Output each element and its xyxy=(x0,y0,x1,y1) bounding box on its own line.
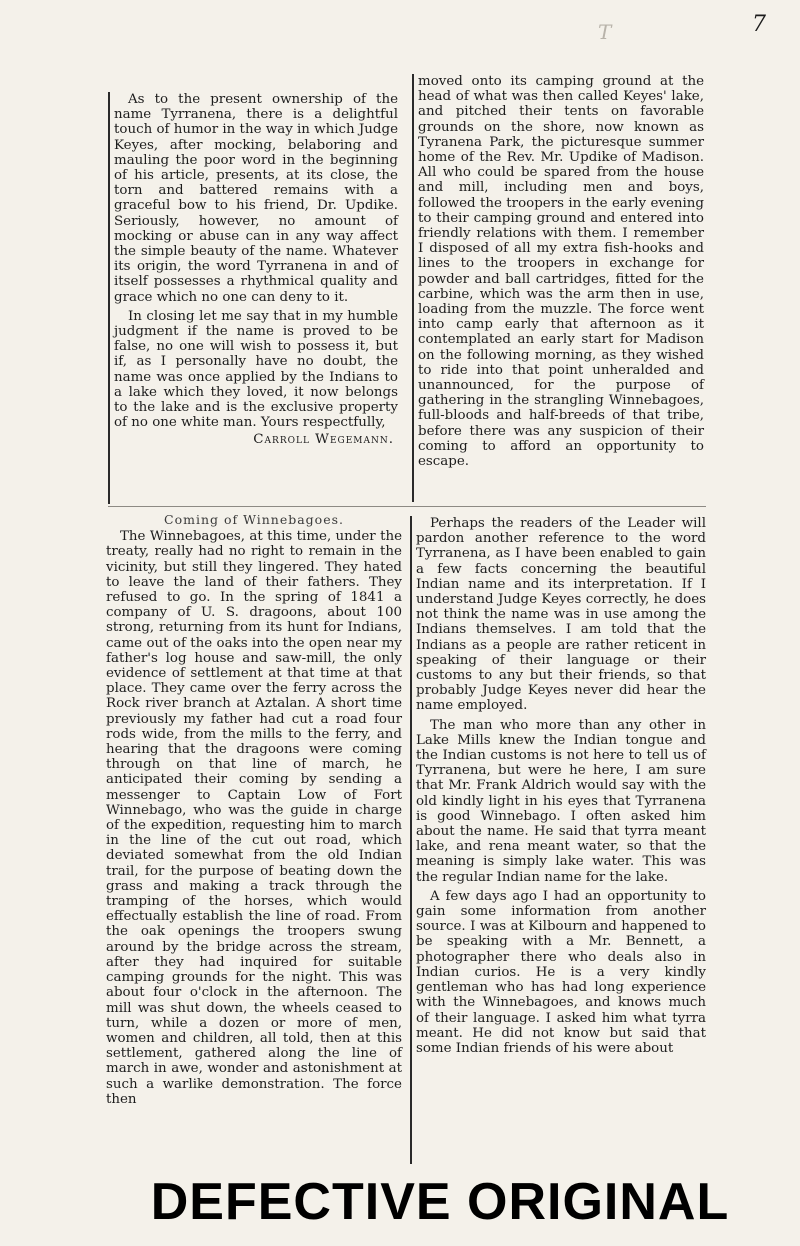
leader-paragraph: Perhaps the readers of the Leader will pardon another reference to the word Tyrranena, as I have been enabled to gain a few facts concerning the beautiful Indian name and its interpretation. If I understand Judge Keyes correctly, he does not think the name was in use among the Indians themselves. I am told that the Indians as a people are rather reticent in speaking of their language or their customs to any but their friends, so that probably Judge Keyes never did hear the name employed. xyxy=(416,516,706,714)
defective-original-stamp: DEFECTIVE ORIGINAL xyxy=(150,1173,730,1231)
letter-paragraph: In closing let me say that in my humble judgment if the name is proved to be false, no one will wish to possess it, but if, as I personally have no doubt, the name was once applied by the Indians to a lake which they loved, it now belongs to the lake and is the exclusive property of no one white man. Yours respectfully, xyxy=(114,308,398,431)
letter-paragraph: As to the present ownership of the name Tyrranena, there is a delightful touch of humor in the way in which Judge Keyes, after mocking, belaboring and mauling the poor word in the beginning of his article, presents, at its close, the torn and battered remains with a graceful bow to his friend, Dr. Updike. Seriously, however, no amount of mocking or abuse can in any way affect the simple beauty of the name. Whatever its origin, the word Tyrranena in and of itself possesses a rhythmical quality and grace which no one can deny to it. xyxy=(114,92,398,305)
leader-paragraph: A few days ago I had an opportunity to gain some information from another source. I was at Kilbourn and happened to be speaking with a Mr. Bennett, a photographer there who deals also in Indian curios. He is a very kindly gentleman who has had long experience with the Winnebagoes, and knows much of their language. I asked him what tyrra meant. He did not know but said that some Indian friends of his were about xyxy=(416,888,706,1056)
letter-column xyxy=(108,92,398,504)
letter-signature: Carroll Wegemann. xyxy=(253,432,394,448)
winnebagoes-column xyxy=(106,512,402,1160)
leader-paragraph: The man who more than any other in Lake Mills knew the Indian tongue and the Indian customs is not here to tell us of Tyrranena, but were he here, I am sure that Mr. Frank Aldrich would say with the old kindly light in his eyes that Tyrranena is good Winnebago. I often asked him about the name. He said that tyrra meant lake, and rena meant water, so that the meaning is simply lake water. This was the regular Indian name for the lake. xyxy=(416,717,706,885)
handwritten-mark: T xyxy=(598,20,613,44)
winnebagoes-paragraph: The Winnebagoes, at this time, under the treaty, really had no right to remain in the vicinity, but still they lingered. They hated to leave the land of their fathers. They refused to go. In the spring of 1841 a company of U. S. dragoons, about 100 strong, returning from its hunt for Indians, came out of the oaks into the open near my father's log house and saw-mill, the only evidence of settlement at that time at that place. They came over the ferry across the Rock river branch at Aztalan. A short time previously my father had cut a road four rods wide, from the mills to the ferry, and hearing that the dragoons were coming through on that line of march, he anticipated their coming by sending a messenger to Captain Low of Fort Winnebago, who was the guide in charge of the expedition, requesting him to march in the line of the cut out road, which deviated somewhat from the old Indian trail, for the purpose of beating down the grass and making a track through the tramping of the horses, which would effectually establish the line of road. From the oak openings the troopers swung around by the bridge across the stream, after they had inquired for suitable camping grounds for the night. This was about four o'clock in the afternoon. The mill was shut down, the wheels ceased to turn, while a dozen or more of men, women and children, all told, then at this settlement, gathered along the line of march in awe, wonder and astonishment at such a warlike demonstration. The force then xyxy=(106,529,402,1107)
continuation-paragraph: moved onto its camping ground at the head of what was then called Keyes' lake, and pitched their tents on favorable grounds on the shore, now known as Tyranena Park, the picturesque summer home of the Rev. Mr. Updike of Madison. All who could be spared from the house and mill, including men and boys, followed the troopers in the early evening to their camping ground and entered into friendly relations with them. I remember I disposed of all my extra fish-hooks and lines to the troopers in exchange for powder and ball cartridges, fitted for the carbine, which was the arm then in use, loading from the muzzle. The force went into camp early that afternoon as it contemplated an early start for Madison on the following morning, as they wished to ride into that point unheralded and unannounced, for the purpose of gathering in the strangling Winnebagoes, full-bloods and half-breeds of that tribe, before there was any suspicion of their coming to afford an opportunity to escape. xyxy=(418,74,704,470)
leader-letter-column xyxy=(410,516,706,1164)
section-divider xyxy=(108,506,706,507)
section-heading: Coming of Winnebagoes. xyxy=(164,512,344,527)
page-number: 7 xyxy=(752,12,766,37)
continuation-column xyxy=(412,74,704,502)
